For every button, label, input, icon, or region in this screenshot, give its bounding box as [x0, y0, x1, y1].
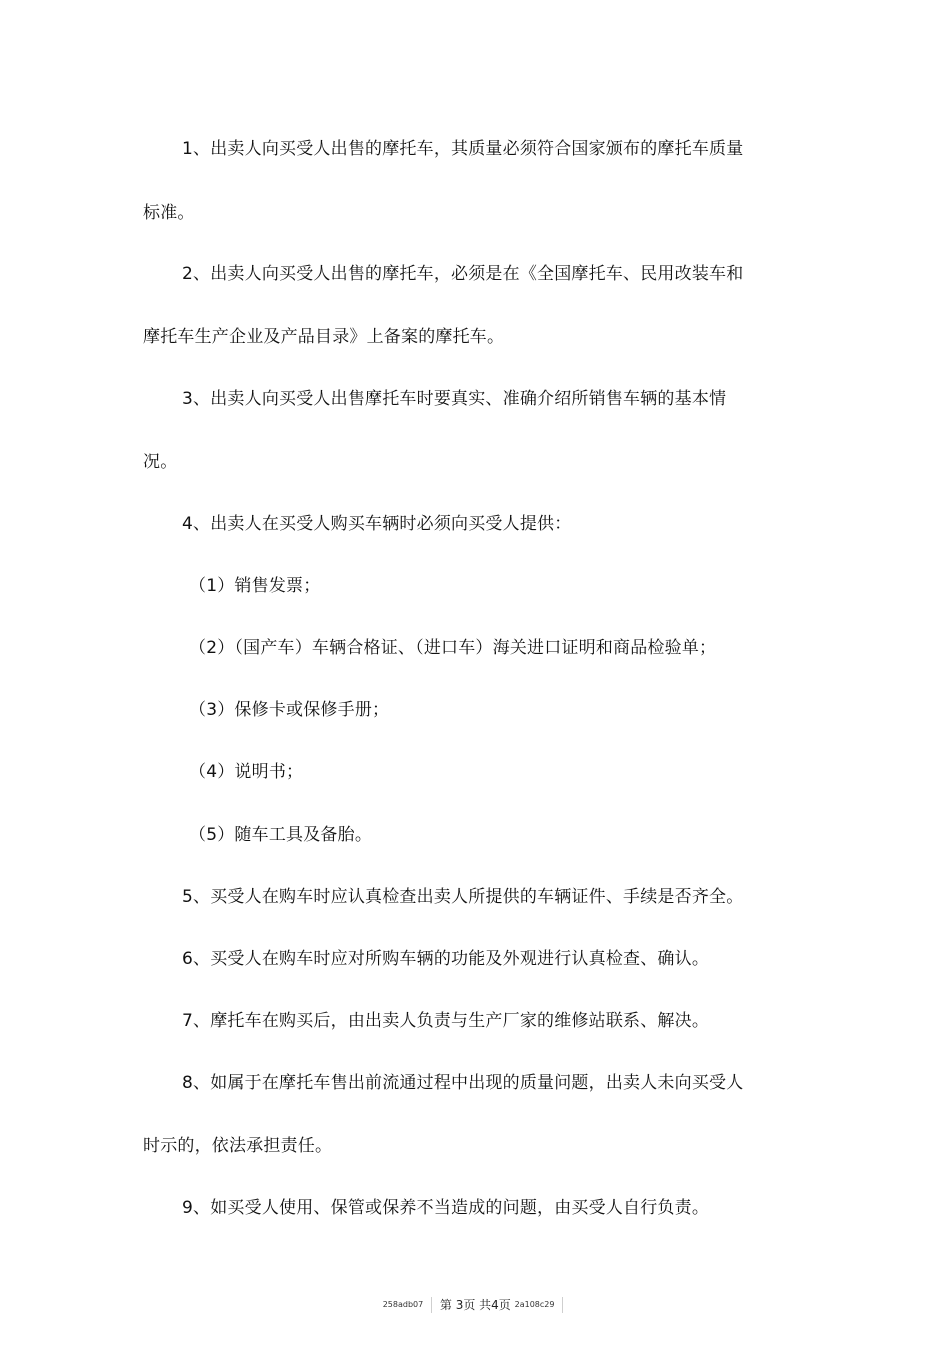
paragraph-8-line-1: 8、如属于在摩托车售出前流通过程中出现的质量问题，出卖人未向买受人 [182, 1073, 744, 1093]
paragraph-8-line-2: 时示的，依法承担责任。 [143, 1136, 333, 1156]
paragraph-6: 6、买受人在购车时应对所购车辆的功能及外观进行认真检查、确认。 [182, 949, 710, 969]
footer-right-code: 2a108c29 [514, 1300, 555, 1309]
list-item: （5）随车工具及备胎。 [189, 825, 373, 845]
paragraph-3-line-2: 况。 [143, 452, 178, 472]
footer-divider [562, 1297, 563, 1313]
paragraph-4: 4、出卖人在买受人购买车辆时必须向买受人提供： [182, 514, 572, 534]
page-footer [0, 1296, 950, 1313]
list-item: （2）（国产车）车辆合格证、（进口车）海关进口证明和商品检验单； [189, 638, 717, 658]
page-number: 第 3页 共4页 [439, 1298, 511, 1312]
list-item: （3）保修卡或保修手册； [189, 700, 390, 720]
paragraph-1-line-2: 标准。 [143, 203, 195, 223]
paragraph-2-line-1: 2、出卖人向买受人出售的摩托车，必须是在《全国摩托车、民用改装车和 [182, 264, 744, 284]
paragraph-2-line-2: 摩托车生产企业及产品目录》上备案的摩托车。 [143, 327, 505, 347]
footer-left-code: 258adb07 [382, 1300, 424, 1309]
list-item: （1）销售发票； [189, 576, 321, 596]
footer-divider [431, 1297, 432, 1313]
paragraph-5: 5、买受人在购车时应认真检查出卖人所提供的车辆证件、手续是否齐全。 [182, 887, 744, 907]
paragraph-7: 7、摩托车在购买后，由出卖人负责与生产厂家的维修站联系、解决。 [182, 1011, 710, 1031]
list-item: （4）说明书； [189, 762, 304, 782]
paragraph-3-line-1: 3、出卖人向买受人出售摩托车时要真实、准确介绍所销售车辆的基本情 [182, 389, 727, 409]
paragraph-1-line-1: 1、出卖人向买受人出售的摩托车，其质量必须符合国家颁布的摩托车质量 [182, 139, 744, 159]
paragraph-9: 9、如买受人使用、保管或保养不当造成的问题，由买受人自行负责。 [182, 1198, 710, 1218]
